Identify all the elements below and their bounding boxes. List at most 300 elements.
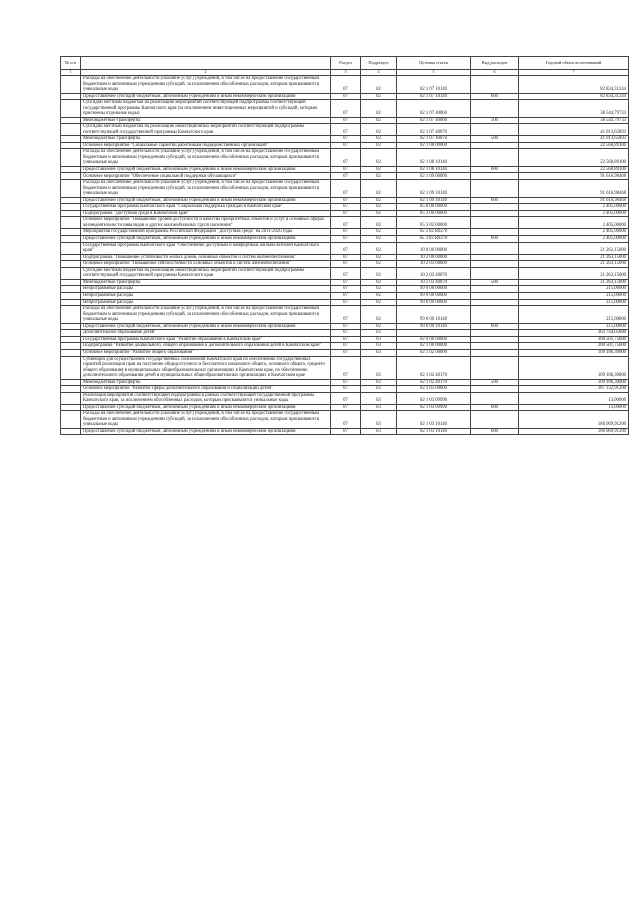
table-row — [61, 336, 629, 343]
table-row — [61, 404, 629, 411]
row-number-cell — [61, 267, 81, 279]
row-section-cell: 07 — [331, 428, 361, 435]
row-expense-type-cell — [471, 386, 519, 393]
row-target-article-cell: 02 1 08 10140 — [397, 149, 471, 167]
row-name-cell: Субсидии местным бюджетам на реализацию мероприятий соответствующей подпрограммы соответствующей государственной программы Камчатского края (за исключением инвестиционных мероприятий и субсидий, которым присвоены отдельные коды) — [81, 100, 331, 118]
table-row — [61, 149, 629, 167]
row-amount-cell: 21 263,15000 — [519, 242, 629, 254]
table-row — [61, 136, 629, 143]
row-amount-cell: 2 405,00000 — [519, 204, 629, 211]
row-number-cell — [61, 197, 81, 204]
row-target-article-cell: 02 1 09 10140 — [397, 180, 471, 198]
row-section-cell: 07 — [331, 242, 361, 254]
row-name-cell: Мероприятия государственной программы Российской Федерации "Доступная среда" на 2011-2020 годы — [81, 229, 331, 236]
row-amount-cell: 2 405,00000 — [519, 217, 629, 229]
row-subsection-cell: 02 — [361, 210, 397, 217]
row-expense-type-cell — [471, 100, 519, 118]
row-subsection-cell: 03 — [361, 356, 397, 379]
row-name-cell: Основное мероприятие "Социальные гарантии работникам подведомственных организаций" — [81, 142, 331, 149]
row-section-cell: 07 — [331, 93, 361, 100]
row-amount-cell: 21 263,15000 — [519, 254, 629, 261]
row-target-article-cell: 05 0 00 00000 — [397, 204, 471, 211]
row-number-cell — [61, 254, 81, 261]
row-amount-cell: 38 544,79733 — [519, 117, 629, 124]
row-subsection-cell: 02 — [361, 166, 397, 173]
row-number-cell — [61, 229, 81, 236]
row-name-cell: Предоставление субсидий бюджетным, автономным учреждениям и иным некоммерческим организациям — [81, 93, 331, 100]
row-name-cell: Субсидии местным бюджетам на реализацию инвестиционных мероприятий соответствующей подпрограммы соответствующей государственной программы Камчатского края — [81, 267, 331, 279]
row-name-cell: Предоставление субсидий бюджетным, автономным учреждениям и иным некоммерческим организациям — [81, 197, 331, 204]
row-amount-cell: 186 069,91200 — [519, 428, 629, 435]
row-name-cell: Субсидии местным бюджетам на реализацию инвестиционных мероприятий соответствующей подпрограммы соответствующей государственной программы Камчатского края — [81, 124, 331, 136]
row-section-cell: 07 — [331, 197, 361, 204]
column-number: 7 — [519, 70, 629, 76]
row-expense-type-cell — [471, 286, 519, 293]
row-expense-type-cell — [471, 306, 519, 324]
row-section-cell: 07 — [331, 173, 361, 180]
row-name-cell: Расходы на обеспечение деятельности (оказание услуг) учреждений, в том числе на предоставление государственным бюджетным и автономным учреждениям субсидий, за исключением обособленных расходов, которым присваиваются уникальные коды — [81, 76, 331, 94]
row-number-cell — [61, 100, 81, 118]
row-number-cell — [61, 173, 81, 180]
row-section-cell: 07 — [331, 356, 361, 379]
row-amount-cell: 22 568,89100 — [519, 166, 629, 173]
row-number-cell — [61, 124, 81, 136]
row-number-cell — [61, 117, 81, 124]
row-number-cell — [61, 210, 81, 217]
row-expense-type-cell: 500 — [471, 279, 519, 286]
row-name-cell: Основное мероприятие "Обеспечение социальной поддержки обучающихся" — [81, 173, 331, 180]
row-name-cell: Непрограммные расходы — [81, 292, 331, 299]
row-target-article-cell — [397, 330, 471, 337]
column-number: 1 — [61, 70, 81, 76]
row-target-article-cell: 02 1 03 09990 — [397, 404, 471, 411]
row-number-cell — [61, 142, 81, 149]
row-section-cell: 07 — [331, 124, 361, 136]
row-target-article-cell: 02 1 07 40060 — [397, 100, 471, 118]
header-section: Раздел — [331, 57, 361, 70]
table-row — [61, 242, 629, 254]
row-number-cell — [61, 166, 81, 173]
row-expense-type-cell: 600 — [471, 93, 519, 100]
row-number-cell — [61, 404, 81, 411]
row-expense-type-cell: 600 — [471, 235, 519, 242]
row-target-article-cell: 99 0 00 00000 — [397, 292, 471, 299]
row-section-cell: 07 — [331, 235, 361, 242]
row-target-article-cell: 02 1 08 00000 — [397, 142, 471, 149]
table-row — [61, 286, 629, 293]
row-expense-type-cell — [471, 392, 519, 404]
row-target-article-cell: 02 1 07 40070 — [397, 124, 471, 136]
table-row — [61, 299, 629, 306]
row-section-cell: 07 — [331, 411, 361, 429]
row-name-cell: Расходы на обеспечение деятельности (оказание услуг) учреждений, в том числе на предоставление государственным бюджетным и автономным учреждениям субсидий, за исключением обособленных расходов, которым присваиваются уникальные коды — [81, 411, 331, 429]
row-section-cell: 07 — [331, 117, 361, 124]
row-expense-type-cell — [471, 180, 519, 198]
row-subsection-cell: 02 — [361, 76, 397, 94]
row-amount-cell: 215,00000 — [519, 299, 629, 306]
table-row — [61, 124, 629, 136]
row-amount-cell: 109 186,30000 — [519, 379, 629, 386]
row-expense-type-cell — [471, 173, 519, 180]
row-section-cell: 07 — [331, 306, 361, 324]
row-subsection-cell: 02 — [361, 204, 397, 211]
row-name-cell: Основное мероприятие "Повышение сейсмостойкости основных объектов и систем жизнеобеспечения" — [81, 261, 331, 268]
row-target-article-cell: 05 3 02 R0270 — [397, 229, 471, 236]
row-number-cell — [61, 149, 81, 167]
row-amount-cell: 41 013,65893 — [519, 136, 629, 143]
row-expense-type-cell — [471, 124, 519, 136]
row-expense-type-cell: 500 — [471, 136, 519, 143]
row-number-cell — [61, 286, 81, 293]
row-expense-type-cell — [471, 229, 519, 236]
row-expense-type-cell: 600 — [471, 428, 519, 435]
table-row — [61, 173, 629, 180]
header-name — [81, 57, 331, 70]
row-name-cell: Предоставление субсидий бюджетным, автономным учреждениям и иным некоммерческим организациям — [81, 166, 331, 173]
table-row — [61, 100, 629, 118]
table-body — [61, 76, 629, 435]
table-row — [61, 392, 629, 404]
row-expense-type-cell — [471, 299, 519, 306]
row-amount-cell: 109 186,30000 — [519, 349, 629, 356]
row-name-cell: Подпрограмма "Повышение устойчивости жилых домов, основных объектов и систем жизнеобеспечения" — [81, 254, 331, 261]
column-number: 5 — [397, 70, 471, 76]
row-subsection-cell: 03 — [361, 349, 397, 356]
row-subsection-cell: 02 — [361, 217, 397, 229]
row-subsection-cell: 02 — [361, 229, 397, 236]
row-subsection-cell: 03 — [361, 336, 397, 343]
row-name-cell: Государственная программа Камчатского края "Обеспечение доступным и комфортным жильем жителей Камчатского края" — [81, 242, 331, 254]
row-subsection-cell: 02 — [361, 142, 397, 149]
row-section-cell: 07 — [331, 142, 361, 149]
row-name-cell: Подпрограмма "Доступная среда в Камчатском крае" — [81, 210, 331, 217]
row-number-cell — [61, 204, 81, 211]
row-expense-type-cell — [471, 254, 519, 261]
table-row — [61, 330, 629, 337]
row-expense-type-cell — [471, 261, 519, 268]
row-amount-cell: 22 568,89100 — [519, 149, 629, 167]
row-amount-cell: 82 834,31244 — [519, 76, 629, 94]
row-target-article-cell: 02 1 03 10140 — [397, 428, 471, 435]
row-name-cell: Основное мероприятие "Развитие сферы дополнительного образования и социализации детей" — [81, 386, 331, 393]
row-number-cell — [61, 379, 81, 386]
row-subsection-cell: 03 — [361, 379, 397, 386]
table-row — [61, 142, 629, 149]
row-section-cell: 07 — [331, 343, 361, 350]
row-amount-cell: 2 405,00000 — [519, 229, 629, 236]
row-section-cell: 07 — [331, 349, 361, 356]
row-name-cell: Государственная программа Камчатского края "Развитие образования в Камчатском крае" — [81, 336, 331, 343]
row-expense-type-cell — [471, 267, 519, 279]
row-amount-cell: 82 834,31244 — [519, 93, 629, 100]
row-section-cell: 07 — [331, 323, 361, 330]
row-amount-cell: 38 544,79733 — [519, 100, 629, 118]
row-number-cell — [61, 336, 81, 343]
row-subsection-cell: 02 — [361, 136, 397, 143]
row-amount-cell: 215,00000 — [519, 292, 629, 299]
row-section-cell: 07 — [331, 392, 361, 404]
row-name-cell: Межбюджетные трансферты — [81, 136, 331, 143]
table-row — [61, 76, 629, 94]
row-target-article-cell: 02 1 07 10140 — [397, 76, 471, 94]
table-row — [61, 379, 629, 386]
row-section-cell: 07 — [331, 76, 361, 94]
row-section-cell: 07 — [331, 279, 361, 286]
row-amount-cell: 2 405,00000 — [519, 235, 629, 242]
row-name-cell: Межбюджетные трансферты — [81, 279, 331, 286]
row-target-article-cell: 99 0 00 10140 — [397, 306, 471, 324]
row-target-article-cell: 05 3 00 00000 — [397, 210, 471, 217]
row-number-cell — [61, 217, 81, 229]
row-subsection-cell: 02 — [361, 173, 397, 180]
row-expense-type-cell: 600 — [471, 404, 519, 411]
row-target-article-cell: 02 1 03 00000 — [397, 386, 471, 393]
row-name-cell: Подпрограмма "Развитие дошкольного, общего образования и дополнительного образования детей в Камчатском крае" — [81, 343, 331, 350]
row-name-cell: Основное мероприятие "Развитие общего образования" — [81, 349, 331, 356]
table-row — [61, 279, 629, 286]
row-subsection-cell: 02 — [361, 235, 397, 242]
row-expense-type-cell: 500 — [471, 117, 519, 124]
row-amount-cell: 21 263,15000 — [519, 279, 629, 286]
row-target-article-cell: 05 3 02 00000 — [397, 217, 471, 229]
row-subsection-cell: 02 — [361, 306, 397, 324]
row-expense-type-cell — [471, 142, 519, 149]
table-row — [61, 292, 629, 299]
row-number-cell — [61, 292, 81, 299]
row-number-cell — [61, 242, 81, 254]
row-amount-cell: 300 501,75600 — [519, 343, 629, 350]
header-row — [61, 57, 629, 70]
row-expense-type-cell: 500 — [471, 379, 519, 386]
budget-table — [60, 56, 629, 435]
row-name-cell: Межбюджетные трансферты — [81, 117, 331, 124]
table-row — [61, 386, 629, 393]
row-subsection-cell: 02 — [361, 93, 397, 100]
row-target-article-cell: 02 1 02 40170 — [397, 356, 471, 379]
table-row — [61, 166, 629, 173]
header-annual-amount: Годовой объем ассигнований — [519, 57, 629, 70]
header-subsection: Подраздел — [361, 57, 397, 70]
row-amount-cell: 21 263,15000 — [519, 267, 629, 279]
row-section-cell: 07 — [331, 336, 361, 343]
row-amount-cell: 13,00000 — [519, 392, 629, 404]
row-name-cell: Дополнительное образование детей — [81, 330, 331, 337]
row-subsection-cell: 02 — [361, 197, 397, 204]
row-amount-cell: 187 132,91200 — [519, 386, 629, 393]
table-row — [61, 411, 629, 429]
row-section-cell: 07 — [331, 166, 361, 173]
row-subsection-cell: 03 — [361, 404, 397, 411]
row-expense-type-cell — [471, 149, 519, 167]
row-section-cell: 07 — [331, 299, 361, 306]
row-section-cell: 07 — [331, 136, 361, 143]
row-name-cell: Предоставление субсидий бюджетным, автономным учреждениям и иным некоммерческим организациям — [81, 235, 331, 242]
row-subsection-cell: 03 — [361, 330, 397, 337]
row-number-cell — [61, 323, 81, 330]
row-expense-type-cell — [471, 210, 519, 217]
row-section-cell: 07 — [331, 286, 361, 293]
row-subsection-cell: 02 — [361, 279, 397, 286]
row-subsection-cell: 02 — [361, 149, 397, 167]
row-target-article-cell: 10 2 00 00000 — [397, 254, 471, 261]
row-section-cell: 07 — [331, 254, 361, 261]
row-expense-type-cell: 600 — [471, 323, 519, 330]
row-name-cell: Предоставление субсидий бюджетным, автономным учреждениям и иным некоммерческим организациям — [81, 428, 331, 435]
row-target-article-cell: 02 1 08 10140 — [397, 166, 471, 173]
table-row — [61, 235, 629, 242]
row-section-cell: 07 — [331, 330, 361, 337]
table-row — [61, 204, 629, 211]
row-number-cell — [61, 386, 81, 393]
table-row — [61, 349, 629, 356]
row-expense-type-cell — [471, 217, 519, 229]
row-target-article-cell: 02 1 09 10140 — [397, 197, 471, 204]
row-target-article-cell: 10 2 03 40070 — [397, 279, 471, 286]
row-section-cell: 07 — [331, 292, 361, 299]
row-number-cell — [61, 299, 81, 306]
row-target-article-cell: 10 0 00 00000 — [397, 242, 471, 254]
row-subsection-cell: 03 — [361, 411, 397, 429]
row-expense-type-cell — [471, 242, 519, 254]
row-number-cell — [61, 330, 81, 337]
table-row — [61, 217, 629, 229]
row-subsection-cell: 02 — [361, 254, 397, 261]
row-number-cell — [61, 356, 81, 379]
row-number-cell — [61, 93, 81, 100]
row-name-cell: Расходы на обеспечение деятельности (оказание услуг) учреждений, в том числе на предоставление государственным бюджетным и автономным учреждениям субсидий, за исключением обособленных расходов, которым присваиваются уникальные коды — [81, 180, 331, 198]
column-number: 3 — [331, 70, 361, 76]
row-expense-type-cell — [471, 356, 519, 379]
row-section-cell: 07 — [331, 267, 361, 279]
row-subsection-cell: 02 — [361, 124, 397, 136]
row-subsection-cell: 02 — [361, 267, 397, 279]
row-expense-type-cell: 600 — [471, 166, 519, 173]
table-row — [61, 428, 629, 435]
row-amount-cell: 91 616,98468 — [519, 180, 629, 198]
row-subsection-cell: 02 — [361, 242, 397, 254]
row-number-cell — [61, 279, 81, 286]
row-subsection-cell: 03 — [361, 386, 397, 393]
row-subsection-cell: 02 — [361, 261, 397, 268]
row-section-cell: 07 — [331, 261, 361, 268]
row-section-cell: 07 — [331, 229, 361, 236]
row-expense-type-cell — [471, 411, 519, 429]
row-target-article-cell: 02 1 09 00000 — [397, 173, 471, 180]
row-number-cell — [61, 428, 81, 435]
row-section-cell: 07 — [331, 386, 361, 393]
row-target-article-cell: 02 1 07 10140 — [397, 93, 471, 100]
row-target-article-cell: 02 1 02 40170 — [397, 379, 471, 386]
table-row — [61, 229, 629, 236]
row-expense-type-cell — [471, 76, 519, 94]
row-target-article-cell: 02 1 00 00000 — [397, 343, 471, 350]
table-row — [61, 356, 629, 379]
table-row — [61, 306, 629, 324]
header-number: № п/п — [61, 57, 81, 70]
row-subsection-cell: 02 — [361, 323, 397, 330]
row-section-cell: 07 — [331, 379, 361, 386]
row-number-cell — [61, 136, 81, 143]
row-target-article-cell: 10 2 03 40070 — [397, 267, 471, 279]
row-expense-type-cell — [471, 343, 519, 350]
row-section-cell: 07 — [331, 204, 361, 211]
column-number: 6 — [471, 70, 519, 76]
row-amount-cell: 300 501,75600 — [519, 336, 629, 343]
row-number-cell — [61, 235, 81, 242]
row-target-article-cell: 02 1 03 09990 — [397, 392, 471, 404]
row-name-cell: Непрограммные расходы — [81, 299, 331, 306]
row-amount-cell: 215,00000 — [519, 306, 629, 324]
row-target-article-cell: 02 1 02 00000 — [397, 349, 471, 356]
row-number-cell — [61, 349, 81, 356]
header-expense-type: Вид расходов — [471, 57, 519, 70]
row-target-article-cell: 02 1 07 40060 — [397, 117, 471, 124]
row-amount-cell: 41 013,65893 — [519, 124, 629, 136]
row-amount-cell: 215,00000 — [519, 323, 629, 330]
row-section-cell: 07 — [331, 149, 361, 167]
row-amount-cell: 186 069,91200 — [519, 411, 629, 429]
table-row — [61, 267, 629, 279]
row-name-cell: Предоставление субсидий бюджетным, автономным учреждениям и иным некоммерческим организациям — [81, 404, 331, 411]
row-name-cell: Основное мероприятие "Повышение уровня доступности и качества приоритетных объектов и услуг в основных сферах жизнедеятельности инвалидов и других маломобильных групп населения" — [81, 217, 331, 229]
row-amount-cell: 215,00000 — [519, 286, 629, 293]
table-row — [61, 197, 629, 204]
row-target-article-cell: 10 2 03 00000 — [397, 261, 471, 268]
row-subsection-cell: 02 — [361, 180, 397, 198]
row-subsection-cell: 03 — [361, 428, 397, 435]
row-amount-cell: 2 405,00000 — [519, 210, 629, 217]
row-section-cell: 07 — [331, 100, 361, 118]
row-amount-cell: 91 616,98468 — [519, 197, 629, 204]
row-number-cell — [61, 392, 81, 404]
row-number-cell — [61, 76, 81, 94]
table-row — [61, 117, 629, 124]
table-row — [61, 180, 629, 198]
row-section-cell: 07 — [331, 180, 361, 198]
row-subsection-cell: 02 — [361, 100, 397, 118]
row-subsection-cell: 02 — [361, 292, 397, 299]
row-target-article-cell: 99 0 00 10140 — [397, 323, 471, 330]
row-name-cell: Государственная программа Камчатского края "Социальная поддержка граждан в Камчатском крае" — [81, 204, 331, 211]
row-target-article-cell: 02 1 07 40070 — [397, 136, 471, 143]
row-expense-type-cell — [471, 336, 519, 343]
row-amount-cell: 22 568,89100 — [519, 142, 629, 149]
table-row — [61, 254, 629, 261]
row-section-cell: 07 — [331, 404, 361, 411]
row-target-article-cell: 02 0 00 00000 — [397, 336, 471, 343]
row-subsection-cell: 02 — [361, 117, 397, 124]
row-name-cell: Предоставление субсидий бюджетным, автономным учреждениям и иным некоммерческим организациям — [81, 323, 331, 330]
row-target-article-cell: 99 0 00 00000 — [397, 286, 471, 293]
table-row — [61, 210, 629, 217]
row-number-cell — [61, 261, 81, 268]
table-row — [61, 343, 629, 350]
row-name-cell: Субвенции для осуществления государственных полномочий Камчатского края по обеспечению государственных гарантий реализации прав на получение общедоступного и бесплатного начального общего, основного общего, среднего общего образования в муниципальных общеобразовательных организациях в Камчатском крае, по обеспечению дополнительного образования детей в муниципальных общеобразовательных организациях в Камчатском крае — [81, 356, 331, 379]
row-amount-cell: 109 186,30000 — [519, 356, 629, 379]
column-number: 4 — [361, 70, 397, 76]
row-target-article-cell: 05 3 02 R0270 — [397, 235, 471, 242]
row-amount-cell: 363 744,05600 — [519, 330, 629, 337]
row-subsection-cell: 02 — [361, 299, 397, 306]
row-expense-type-cell — [471, 349, 519, 356]
row-subsection-cell: 02 — [361, 286, 397, 293]
row-name-cell: Межбюджетные трансферты — [81, 379, 331, 386]
row-name-cell: Реализация мероприятий соответствующей подпрограммы в рамках соответствующей государственной программы Камчатского края, за исключением обособленных расходов, которым присваиваются уникальные коды — [81, 392, 331, 404]
table-row — [61, 93, 629, 100]
row-expense-type-cell — [471, 204, 519, 211]
row-number-cell — [61, 306, 81, 324]
column-number: 2 — [81, 70, 331, 76]
